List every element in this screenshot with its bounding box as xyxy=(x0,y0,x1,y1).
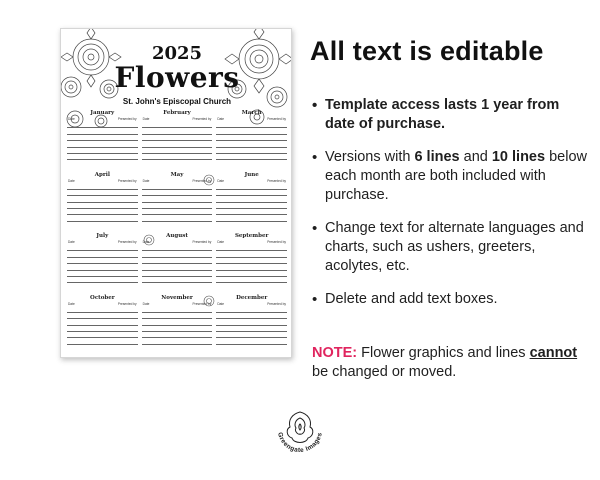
mini-flower-icon xyxy=(143,234,155,246)
feature-access: • Template access lasts 1 year from date of purchase. xyxy=(312,96,592,134)
logo-text: Greengate Images xyxy=(276,431,324,455)
entry-lines xyxy=(142,245,213,283)
entry-lines xyxy=(216,307,287,345)
date-column-label: Date xyxy=(68,178,75,183)
date-column-label: Date xyxy=(142,301,150,306)
note-label: NOTE: xyxy=(312,345,358,361)
ten-lines-emphasis: 10 lines xyxy=(491,149,546,165)
date-column-label: Date xyxy=(68,240,75,244)
month-block xyxy=(216,294,287,354)
date-column-label: Date xyxy=(142,117,150,121)
month-name: June xyxy=(244,171,259,178)
rose-outline-icon xyxy=(287,412,313,443)
month-name: September xyxy=(234,233,269,239)
six-lines-emphasis: 6 lines xyxy=(414,149,460,165)
presented-by-column-label: Presented by xyxy=(267,178,286,183)
date-column-label: Date xyxy=(217,301,225,306)
feature-delete-add: • Delete and add text boxes. xyxy=(312,290,592,309)
template-preview xyxy=(60,28,292,358)
month-name: March xyxy=(241,110,262,116)
date-column-label: Date xyxy=(217,240,225,244)
presented-by-column-label: Presented by xyxy=(192,178,212,183)
presented-by-column-label: Presented by xyxy=(267,117,286,121)
mini-flower-icon xyxy=(203,295,215,307)
date-column-label: Date xyxy=(142,240,150,244)
date-column-label: Date xyxy=(142,178,150,183)
month-block xyxy=(216,232,287,292)
entry-lines xyxy=(67,184,138,222)
entry-lines xyxy=(67,245,138,283)
month-block xyxy=(142,109,213,169)
presented-by-column-label: Presented by xyxy=(267,240,286,244)
template-church-name: St. John's Episcopal Church xyxy=(122,97,232,106)
presented-by-column-label: Presented by xyxy=(117,240,137,244)
presented-by-column-label: Presented by xyxy=(117,178,137,183)
month-block xyxy=(67,171,138,231)
month-block xyxy=(216,109,287,169)
date-column-label: Date xyxy=(217,117,225,121)
feature-list xyxy=(312,96,592,323)
month-block xyxy=(67,109,138,169)
main-heading: All text is editable xyxy=(310,36,544,66)
month-name: August xyxy=(166,233,188,239)
date-column-label: Date xyxy=(68,117,75,121)
presented-by-column-label: Presented by xyxy=(117,117,137,121)
entry-lines xyxy=(67,122,138,160)
entry-lines xyxy=(142,307,213,345)
month-name: July xyxy=(96,233,109,239)
date-column-label: Date xyxy=(68,301,75,306)
presented-by-column-label: Presented by xyxy=(192,117,212,121)
date-column-label: Date xyxy=(217,178,225,183)
entry-lines xyxy=(216,184,287,222)
month-name: December xyxy=(236,294,268,301)
month-block xyxy=(142,294,213,354)
mini-flower-icon xyxy=(203,174,215,186)
month-block xyxy=(142,171,213,231)
month-block xyxy=(216,171,287,231)
month-grid xyxy=(67,109,287,353)
month-name: November xyxy=(161,294,193,301)
month-name: May xyxy=(170,171,184,178)
entry-lines xyxy=(216,245,287,283)
feature-versions: • Versions with 6 lines and 10 lines below each month are both included with purchase. xyxy=(312,148,592,205)
presented-by-column-label: Presented by xyxy=(192,301,212,306)
month-block xyxy=(67,294,138,354)
month-name: April xyxy=(94,171,110,178)
entry-lines xyxy=(216,122,287,160)
entry-lines xyxy=(142,122,213,160)
presented-by-column-label: Presented by xyxy=(117,301,137,306)
feature-change-text: • Change text for alternate languages and charts, such as ushers, greeters, acolytes, etc. xyxy=(312,219,592,276)
month-name: January xyxy=(90,110,115,116)
presented-by-column-label: Presented by xyxy=(267,301,286,306)
note-paragraph: NOTE: Flower graphics and lines cannot be changed or moved. xyxy=(312,345,578,380)
greengate-logo xyxy=(268,398,332,462)
month-block xyxy=(67,232,138,292)
month-name: February xyxy=(163,110,191,116)
entry-lines xyxy=(67,307,138,345)
template-title: Flowers xyxy=(114,61,240,94)
month-name: October xyxy=(90,294,115,301)
note-emphasis: cannot xyxy=(529,345,578,361)
entry-lines xyxy=(142,184,213,222)
template-year: 2025 xyxy=(151,43,203,64)
presented-by-column-label: Presented by xyxy=(192,240,212,244)
